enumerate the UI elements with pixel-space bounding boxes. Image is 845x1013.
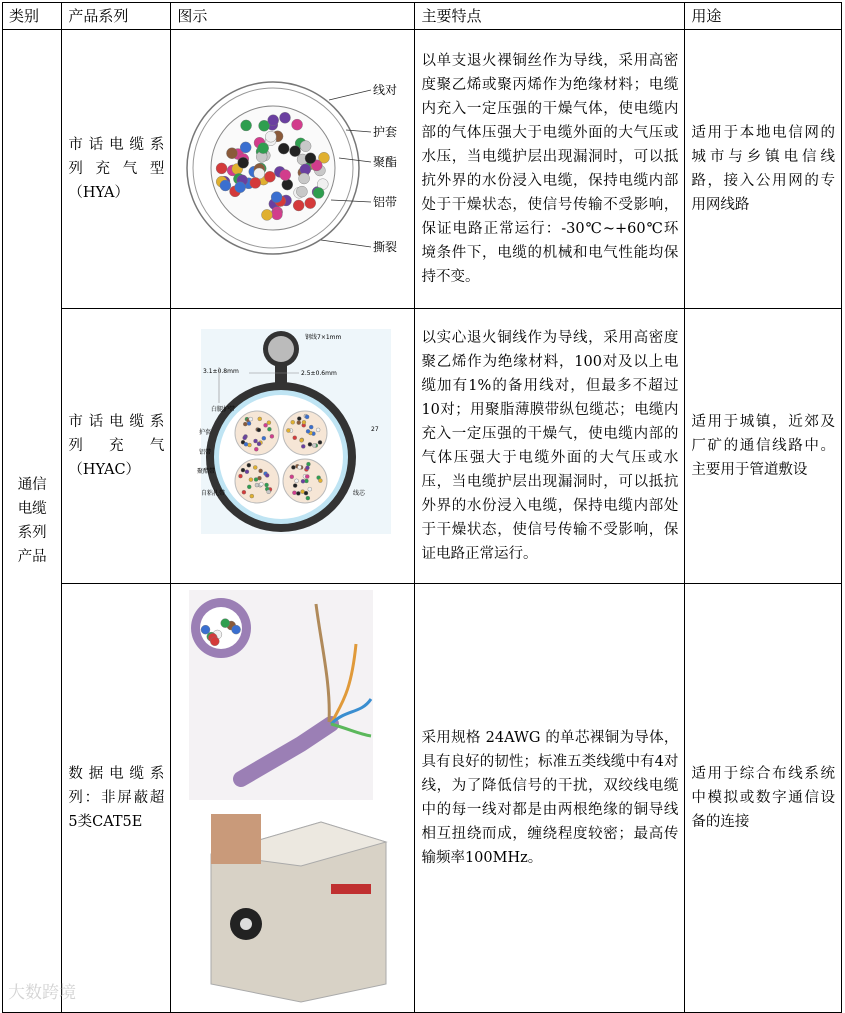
wire-dot bbox=[241, 120, 252, 131]
wire-dot bbox=[305, 475, 309, 479]
usage-cell: 适用于综合布线系统中模拟或数字通信设备的连接 bbox=[685, 584, 842, 1013]
wire-dot bbox=[201, 625, 210, 634]
wire-dot bbox=[293, 200, 304, 211]
image-label: 3.1±0.8mm bbox=[202, 368, 239, 375]
wire-dot bbox=[232, 625, 241, 634]
hyac-cable-diagram-image bbox=[181, 309, 405, 575]
product-series-cell bbox=[62, 584, 171, 1013]
product-line: 列：非屏蔽超 bbox=[68, 790, 165, 806]
wire-dot bbox=[301, 444, 305, 448]
wire-dot bbox=[313, 187, 324, 198]
wire-dot bbox=[301, 479, 305, 483]
wire-dot bbox=[241, 468, 245, 472]
product-line: 市话电缆系 bbox=[68, 414, 165, 430]
wire-dot bbox=[250, 177, 261, 188]
wire-dot bbox=[308, 487, 312, 491]
wire-dot bbox=[247, 443, 251, 447]
wire-dot bbox=[210, 637, 219, 646]
wire-dot bbox=[318, 479, 322, 483]
product-line: 列充气型 bbox=[68, 161, 165, 177]
image-label: 线对 bbox=[372, 83, 397, 97]
wire-dot bbox=[278, 143, 289, 154]
header-usage: 用途 bbox=[685, 3, 842, 30]
image-label: 自粘扎带 bbox=[200, 490, 225, 497]
wire-dot bbox=[308, 442, 312, 446]
image-label: 聚酯 bbox=[372, 155, 397, 169]
product-line: 5类CAT5E bbox=[68, 814, 143, 830]
wire-dot bbox=[220, 180, 231, 191]
features-cell: 采用规格 24AWG 的单芯裸铜为导体，具有良好的韧性；标准五类线缆中有4对线，为了降低信号的干扰，双绞线电缆中的每一线对都是由两根绝缘的铜导线相互扭绕而成，缠绕程度较密；最高传输频率100MHz。 bbox=[415, 584, 685, 1013]
wire-dot bbox=[306, 429, 310, 433]
wire-dot bbox=[238, 157, 249, 168]
product-line: 市话电缆系 bbox=[68, 137, 165, 153]
features-cell: 以单支退火裸铜丝作为导线，采用高密度聚乙烯或聚丙烯作为绝缘材料；电缆内充入一定压强的干燥气体，使电缆内部的气体压强大于电缆外面的大气压或水压，当电缆护层出现漏洞时，可以抵抗外界的水份浸入电缆，保持电缆内部处于干燥状态，使信号传输不受影响，保证电路正常运行：-30℃~+60℃环境条件下，电缆的机械和电气性能均保持不变。 bbox=[415, 30, 685, 309]
category-cell bbox=[3, 30, 62, 1013]
wire-dot bbox=[247, 463, 251, 467]
category-line: 系列 bbox=[17, 525, 47, 541]
category-line: 电缆 bbox=[17, 501, 47, 517]
table-row bbox=[3, 584, 842, 1013]
wire-dot bbox=[296, 186, 307, 197]
category-line: 通信 bbox=[17, 477, 47, 493]
wire-dot bbox=[257, 428, 261, 432]
image-label: 27 bbox=[370, 426, 379, 433]
wire-dot bbox=[268, 115, 279, 126]
wire-dot bbox=[258, 417, 262, 421]
wire-dot bbox=[250, 494, 254, 498]
header-image: 图示 bbox=[171, 3, 415, 30]
wire-dot bbox=[306, 462, 310, 466]
wire-dot bbox=[302, 420, 306, 424]
header-features: 主要特点 bbox=[415, 3, 685, 30]
wire-dot bbox=[253, 465, 257, 469]
image-label: 铝带 bbox=[372, 195, 397, 209]
wire-dot bbox=[293, 484, 297, 488]
wire-dot bbox=[309, 425, 313, 429]
wire-dot bbox=[257, 442, 261, 446]
image-cell bbox=[171, 30, 415, 309]
wire-dot bbox=[247, 422, 251, 426]
wire-dot bbox=[267, 421, 271, 425]
header-row bbox=[3, 3, 842, 30]
wire-dot bbox=[271, 209, 282, 220]
wire-dot bbox=[259, 469, 263, 473]
wire-dot bbox=[279, 112, 290, 123]
image-label: 护套 bbox=[198, 429, 211, 436]
product-series-cell bbox=[62, 30, 171, 309]
image-label: 聚酯带 bbox=[196, 468, 215, 475]
wire-dot bbox=[299, 438, 303, 442]
wire-dot bbox=[240, 142, 251, 153]
wire-dot bbox=[265, 131, 276, 142]
wire-dot bbox=[265, 483, 269, 487]
product-line: （HYAC） bbox=[68, 462, 141, 478]
hya-cable-cross-section-image bbox=[181, 30, 405, 300]
features-cell: 以实心退火铜线作为导线，采用高密度聚乙烯作为绝缘材料，100对及以上电缆加有1%的备用线对，但最多不超过10对；用聚脂薄膜带纵包缆芯；电缆内充入一定压强的干燥气，使电缆内部的气体压强大于电缆外面的大气压或水压，当电缆护层出现漏洞时，可以抵抗外界的水份浸入电缆，保持电缆内部处于干燥状态，使信号传输不受影响，保证电路正常运行。 bbox=[415, 309, 685, 584]
wire-dot bbox=[267, 427, 271, 431]
wire-dot bbox=[296, 491, 300, 495]
image-label: 撕裂 bbox=[372, 240, 397, 254]
wire-dot bbox=[264, 423, 268, 427]
product-spec-table bbox=[2, 2, 842, 1013]
wire-dot bbox=[282, 179, 293, 190]
usage-cell: 适用于城镇，近郊及厂矿的通信线路中。主要用于管道敷设 bbox=[685, 309, 842, 584]
wire-dot bbox=[259, 482, 263, 486]
table-row bbox=[3, 30, 842, 309]
wire-dot bbox=[299, 173, 310, 184]
product-series-cell bbox=[62, 309, 171, 584]
wire-dot bbox=[254, 478, 258, 482]
wire-dot bbox=[316, 428, 320, 432]
wire-dot bbox=[244, 442, 248, 446]
wire-dot bbox=[235, 182, 246, 193]
wire-dot bbox=[221, 619, 230, 628]
wire-dot bbox=[216, 163, 227, 174]
wire-dot bbox=[305, 415, 309, 419]
wire-dot bbox=[253, 439, 257, 443]
wire-dot bbox=[267, 490, 271, 494]
watermark: 大数跨境 bbox=[8, 983, 76, 1003]
wire-dot bbox=[290, 146, 301, 157]
wire-dot bbox=[293, 436, 297, 440]
image-label: 白腿护带 bbox=[210, 406, 235, 413]
wire-dot bbox=[297, 417, 301, 421]
wire-dot bbox=[297, 421, 301, 425]
wire-dot bbox=[292, 491, 296, 495]
wire-dot bbox=[261, 209, 272, 220]
product-line: （HYA） bbox=[68, 185, 129, 201]
wire-dot bbox=[243, 422, 247, 426]
wire-dot bbox=[291, 420, 295, 424]
wire-dot bbox=[226, 148, 237, 159]
wire-dot bbox=[265, 473, 269, 477]
wire-dot bbox=[291, 465, 295, 469]
wire-dot bbox=[249, 478, 253, 482]
wire-dot bbox=[254, 447, 258, 451]
wire-dot bbox=[294, 479, 298, 483]
wire-dot bbox=[290, 475, 294, 479]
category-line: 产品 bbox=[17, 549, 47, 565]
wire-dot bbox=[306, 496, 310, 500]
usage-cell: 适用于本地电信网的城市与乡镇电信线路，接入公用网的专用网线路 bbox=[685, 30, 842, 309]
wire-dot bbox=[305, 198, 316, 209]
wire-dot bbox=[243, 436, 247, 440]
wire-dot bbox=[247, 485, 251, 489]
table-row bbox=[3, 309, 842, 584]
product-line: 数据电缆系 bbox=[68, 766, 165, 782]
wire-dot bbox=[262, 436, 266, 440]
product-line: 列充气 bbox=[68, 438, 165, 454]
wire-dot bbox=[249, 417, 253, 421]
wire-dot bbox=[297, 465, 301, 469]
wire-dot bbox=[238, 474, 242, 478]
wire-dot bbox=[242, 490, 246, 494]
header-category: 类别 bbox=[3, 3, 62, 30]
wire-dot bbox=[304, 491, 308, 495]
image-label: 2.5±0.6mm bbox=[300, 370, 337, 377]
image-cell bbox=[171, 309, 415, 584]
wire-dot bbox=[305, 153, 316, 164]
header-series: 产品系列 bbox=[62, 3, 171, 30]
wire-dot bbox=[286, 428, 290, 432]
cat5e-cable-and-box-image bbox=[181, 584, 405, 1004]
wire-dot bbox=[312, 443, 316, 447]
wire-dot bbox=[270, 434, 274, 438]
image-cell bbox=[171, 584, 415, 1013]
wire-dot bbox=[280, 170, 291, 181]
wire-dot bbox=[300, 141, 311, 152]
wire-dot bbox=[292, 119, 303, 130]
image-label: 铝带 bbox=[198, 449, 211, 456]
wire-dot bbox=[271, 192, 282, 203]
wire-dot bbox=[264, 171, 275, 182]
image-label: 钢线7×1mm bbox=[304, 334, 342, 341]
image-label: 护套 bbox=[372, 125, 397, 139]
wire-dot bbox=[258, 143, 269, 154]
image-label: 线芯 bbox=[352, 490, 365, 497]
wire-dot bbox=[245, 470, 249, 474]
wire-dot bbox=[318, 440, 322, 444]
wire-dot bbox=[305, 466, 309, 470]
